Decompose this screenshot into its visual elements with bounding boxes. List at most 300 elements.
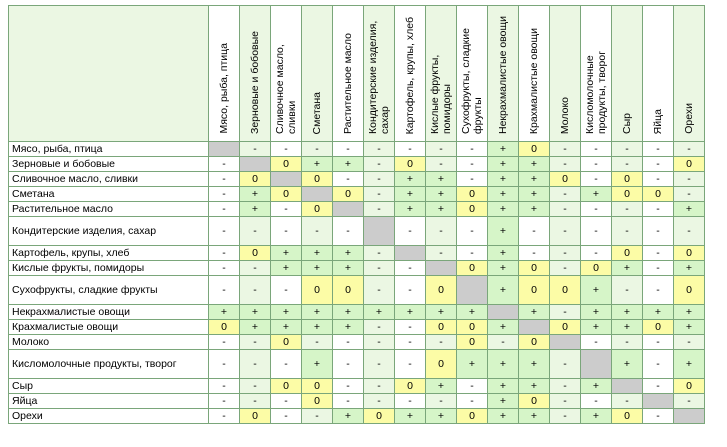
compat-cell: 0 [612,246,643,261]
column-header-label: Орехи [683,103,695,134]
compat-cell: + [271,261,302,276]
compat-cell: - [674,187,705,202]
compat-cell: 0 [457,261,488,276]
compat-cell: 0 [395,157,426,172]
compat-cell: - [302,335,333,350]
compat-cell: 0 [271,335,302,350]
compat-cell: + [302,305,333,320]
compat-cell: 0 [426,320,457,335]
compat-cell: - [612,335,643,350]
column-header-label: Яйца [652,108,664,134]
compat-cell: - [240,335,271,350]
compat-cell: - [550,157,581,172]
compat-cell: + [488,379,519,394]
compat-cell: + [581,276,612,305]
diagonal-cell [302,187,333,202]
compat-cell: 0 [550,276,581,305]
compat-cell: - [643,217,674,246]
compat-cell: + [674,202,705,217]
compat-cell: 0 [240,172,271,187]
compat-cell: - [581,172,612,187]
diagonal-cell [612,379,643,394]
compat-cell: - [271,394,302,409]
compat-cell: + [488,394,519,409]
compat-cell: + [457,305,488,320]
row-header: Кондитерские изделия, сахар [9,217,209,246]
compat-cell: 0 [519,394,550,409]
column-header [550,6,581,142]
compat-cell: - [364,187,395,202]
column-header [581,6,612,142]
compat-cell: - [550,246,581,261]
compat-cell: - [209,217,240,246]
compat-cell: - [612,202,643,217]
compat-cell: 0 [333,187,364,202]
diagonal-cell [488,305,519,320]
compat-cell: - [333,350,364,379]
row-header: Кисломолочные продукты, творог [9,350,209,379]
compat-cell: 0 [302,379,333,394]
compat-cell: + [395,409,426,424]
compat-cell: + [240,202,271,217]
compat-cell: + [674,320,705,335]
compat-cell: - [333,142,364,157]
compat-cell: - [333,172,364,187]
table-body [9,142,705,424]
compat-cell: 0 [519,276,550,305]
column-header [519,6,550,142]
table-row [9,217,705,246]
compat-cell: + [426,202,457,217]
compat-cell: - [426,246,457,261]
compat-cell: + [488,350,519,379]
compat-cell: + [519,305,550,320]
compat-cell: + [581,320,612,335]
row-header: Орехи [9,409,209,424]
column-header-label: Картофель, крупы, хлеб [404,16,416,134]
compat-cell: - [209,261,240,276]
compat-cell: + [519,172,550,187]
compat-cell: 0 [240,246,271,261]
row-header: Яйца [9,394,209,409]
column-header [612,6,643,142]
compat-cell: + [426,305,457,320]
compat-cell: + [240,305,271,320]
row-header: Растительное масло [9,202,209,217]
table-row [9,320,705,335]
column-header-label: Кислые фрукты, помидоры [429,54,453,134]
row-header: Сухофрукты, сладкие фрукты [9,276,209,305]
compat-cell: 0 [457,187,488,202]
row-header: Молоко [9,335,209,350]
compat-cell: - [302,409,333,424]
compat-cell: - [302,217,333,246]
compat-cell: 0 [426,350,457,379]
compat-cell: - [457,246,488,261]
compat-cell: - [674,172,705,187]
compat-cell: - [581,157,612,172]
compat-cell: - [209,157,240,172]
compat-cell: - [550,261,581,276]
compat-cell: + [519,379,550,394]
compat-cell: - [271,276,302,305]
compat-cell: - [364,394,395,409]
compat-cell: - [550,305,581,320]
compat-cell: - [581,335,612,350]
compat-cell: - [581,202,612,217]
compat-cell: - [457,142,488,157]
row-header: Сливочное масло, сливки [9,172,209,187]
compat-cell: - [271,409,302,424]
compat-cell: 0 [612,409,643,424]
column-header [364,6,395,142]
compat-cell: - [240,350,271,379]
compat-cell: - [209,187,240,202]
compat-cell: + [488,409,519,424]
compat-cell: - [550,379,581,394]
compat-cell: 0 [550,172,581,187]
compat-cell: + [612,350,643,379]
diagonal-cell [240,157,271,172]
compat-cell: - [364,335,395,350]
compat-cell: - [643,379,674,394]
compat-cell: - [271,142,302,157]
compat-cell: + [240,187,271,202]
compat-cell: + [240,320,271,335]
compat-cell: + [488,217,519,246]
column-header [643,6,674,142]
compat-cell: + [333,246,364,261]
compat-cell: - [612,217,643,246]
compat-cell: - [581,217,612,246]
compat-cell: - [550,142,581,157]
compat-cell: - [581,142,612,157]
compat-cell: - [426,394,457,409]
table-row [9,394,705,409]
table-row [9,172,705,187]
column-header [240,6,271,142]
diagonal-cell [395,246,426,261]
compat-cell: - [643,142,674,157]
compat-cell: + [457,350,488,379]
compat-cell: - [612,276,643,305]
compat-cell: - [550,394,581,409]
compat-cell: - [240,379,271,394]
compat-cell: - [364,350,395,379]
compat-cell: - [209,276,240,305]
column-header-label: Кондитерские изделия, сахар [367,20,391,134]
row-header: Сметана [9,187,209,202]
compat-cell: - [271,217,302,246]
compat-cell: + [488,157,519,172]
compat-cell: + [643,305,674,320]
column-header [302,6,333,142]
diagonal-cell [333,202,364,217]
compat-cell: 0 [333,276,364,305]
compat-cell: - [271,202,302,217]
compat-cell: + [209,305,240,320]
column-header-label: Зерновые и бобовые [249,31,261,134]
compat-cell: - [426,217,457,246]
table-row [9,142,705,157]
compat-cell: - [581,246,612,261]
compat-cell: + [612,305,643,320]
compat-cell: - [395,142,426,157]
compat-cell: - [364,142,395,157]
diagonal-cell [364,217,395,246]
column-header-label: Молоко [559,96,571,134]
compat-cell: + [302,261,333,276]
compat-cell: - [550,187,581,202]
compat-cell: - [457,157,488,172]
compat-cell: - [209,350,240,379]
compat-cell: + [519,350,550,379]
compat-cell: + [674,261,705,276]
table-row [9,305,705,320]
compat-cell: + [519,187,550,202]
compat-cell: + [581,409,612,424]
compat-cell: + [302,320,333,335]
compat-cell: - [240,276,271,305]
compatibility-table [8,5,705,424]
compat-cell: 0 [457,409,488,424]
compat-cell: + [395,202,426,217]
compat-cell: + [612,320,643,335]
column-header [457,6,488,142]
compat-cell: 0 [643,187,674,202]
column-header-label: Растительное масло [342,33,354,134]
compat-cell: + [674,305,705,320]
compat-cell: - [364,320,395,335]
compat-cell: 0 [271,187,302,202]
compat-cell: + [488,187,519,202]
compat-cell: + [426,379,457,394]
compat-cell: - [643,276,674,305]
compat-cell: 0 [302,276,333,305]
table-row [9,379,705,394]
corner-cell [9,6,209,142]
compat-cell: - [209,394,240,409]
compat-cell: 0 [364,409,395,424]
table-row [9,409,705,424]
row-header: Крахмалистые овощи [9,320,209,335]
column-header-label: Сыр [621,113,633,134]
diagonal-cell [426,261,457,276]
compat-cell: - [643,172,674,187]
column-header-label: Сметана [311,91,323,134]
compat-cell: 0 [302,202,333,217]
compat-cell: + [426,409,457,424]
row-header: Мясо, рыба, птица [9,142,209,157]
compat-cell: + [271,320,302,335]
compat-cell: 0 [302,172,333,187]
compat-cell: - [581,394,612,409]
compat-cell: - [209,409,240,424]
compat-cell: - [457,394,488,409]
compat-cell: 0 [457,202,488,217]
compat-cell: 0 [674,276,705,305]
compat-cell: - [364,379,395,394]
compat-cell: - [395,394,426,409]
compat-cell: - [674,217,705,246]
compat-cell: 0 [612,172,643,187]
compat-cell: + [271,246,302,261]
compat-cell: + [488,172,519,187]
compat-cell: - [612,142,643,157]
compat-cell: 0 [271,379,302,394]
compat-cell: - [612,157,643,172]
compat-cell: 0 [302,394,333,409]
compat-cell: + [581,187,612,202]
compat-cell: 0 [271,157,302,172]
compat-cell: - [302,142,333,157]
column-header [488,6,519,142]
compat-cell: + [395,305,426,320]
compat-cell: - [643,157,674,172]
compat-cell: - [395,217,426,246]
compat-cell: - [674,394,705,409]
diagonal-cell [519,320,550,335]
compat-cell: + [488,261,519,276]
compat-cell: 0 [612,187,643,202]
row-header: Некрахмалистые овощи [9,305,209,320]
compat-cell: - [550,350,581,379]
compat-cell: - [333,335,364,350]
column-header [209,6,240,142]
compat-cell: - [643,350,674,379]
compat-cell: 0 [426,276,457,305]
compat-cell: - [457,379,488,394]
compat-cell: 0 [209,320,240,335]
diagonal-cell [209,142,240,157]
compat-cell: - [209,172,240,187]
compat-cell: - [364,202,395,217]
compat-cell: - [457,172,488,187]
compat-cell: 0 [674,246,705,261]
compat-cell: - [612,394,643,409]
column-header [271,6,302,142]
compat-cell: - [457,217,488,246]
compat-cell: - [364,276,395,305]
column-header-label: Крахмалистые овощи [528,27,540,134]
compat-cell: + [488,320,519,335]
compat-cell: - [519,246,550,261]
compat-cell: 0 [395,379,426,394]
compat-cell: - [209,335,240,350]
compat-cell: - [519,217,550,246]
compat-cell: - [643,246,674,261]
row-header: Кислые фрукты, помидоры [9,261,209,276]
compat-cell: 0 [240,409,271,424]
compat-cell: - [364,157,395,172]
compat-cell: 0 [674,157,705,172]
row-header: Сыр [9,379,209,394]
column-header-label: Кисломолочные продукты, творог [584,50,608,134]
compat-cell: + [302,246,333,261]
compat-cell: - [271,350,302,379]
compat-cell: - [333,217,364,246]
compat-cell: 0 [519,261,550,276]
table-row [9,261,705,276]
table-row [9,350,705,379]
compat-cell: - [240,261,271,276]
compat-cell: - [395,261,426,276]
table-row [9,335,705,350]
compat-cell: + [519,202,550,217]
compat-cell: - [240,394,271,409]
compat-cell: 0 [457,335,488,350]
compat-cell: - [395,335,426,350]
compat-cell: - [333,394,364,409]
compat-cell: - [643,335,674,350]
compat-cell: - [333,379,364,394]
compat-cell: + [395,172,426,187]
compat-cell: + [333,409,364,424]
compat-cell: - [240,217,271,246]
compat-cell: - [364,246,395,261]
compat-cell: + [333,157,364,172]
compat-cell: - [209,246,240,261]
compat-cell: - [550,202,581,217]
compat-cell: + [488,246,519,261]
compat-cell: - [426,335,457,350]
column-header [333,6,364,142]
column-header-label: Некрахмалистые овощи [497,15,509,134]
compat-cell: + [488,276,519,305]
compat-cell: + [488,142,519,157]
header-row [9,6,705,142]
column-header [674,6,705,142]
table-row [9,276,705,305]
compat-cell: - [643,409,674,424]
compat-cell: - [488,335,519,350]
compat-cell: + [395,187,426,202]
diagonal-cell [271,172,302,187]
compat-cell: + [333,261,364,276]
compat-cell: - [364,172,395,187]
compat-cell: - [426,142,457,157]
compat-cell: - [364,261,395,276]
compat-cell: + [519,157,550,172]
compat-cell: - [643,261,674,276]
diagonal-cell [581,350,612,379]
compat-cell: - [550,409,581,424]
compat-cell: 0 [519,142,550,157]
compat-cell: - [674,335,705,350]
column-header-label: Сливочное масло, сливки [274,44,298,134]
table-row [9,246,705,261]
compat-cell: + [426,172,457,187]
compat-cell: + [333,320,364,335]
compat-cell: + [302,157,333,172]
compat-cell: + [581,305,612,320]
row-header: Зерновые и бобовые [9,157,209,172]
compat-cell: + [519,409,550,424]
compat-cell: 0 [674,379,705,394]
compat-cell: + [426,187,457,202]
compat-cell: - [209,202,240,217]
compat-cell: - [395,350,426,379]
compat-cell: + [271,305,302,320]
compat-cell: - [395,276,426,305]
table-row [9,157,705,172]
compat-cell: 0 [550,320,581,335]
compat-cell: + [612,261,643,276]
diagonal-cell [643,394,674,409]
diagonal-cell [674,409,705,424]
compat-cell: - [550,217,581,246]
compat-cell: 0 [643,320,674,335]
